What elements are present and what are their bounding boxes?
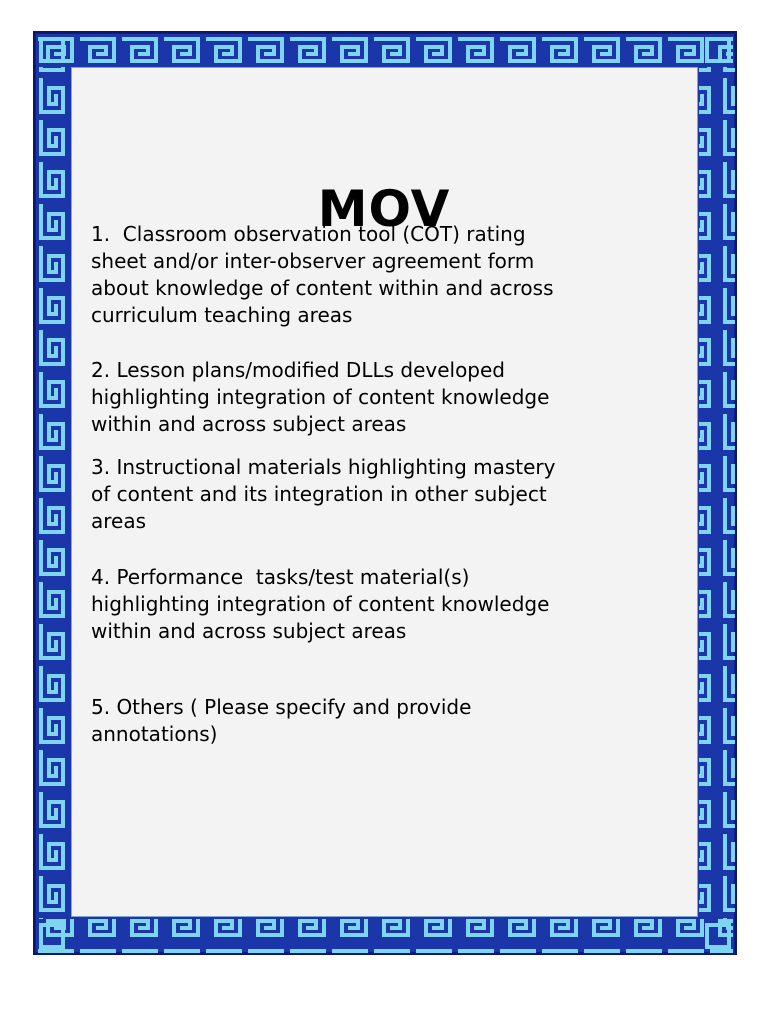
list-item: 3. Instructional materials highlighting mastery of content and its integration in other subject areas (91, 455, 556, 533)
list-item: 2. Lesson plans/modified DLLs developed highlighting integration of content knowledge within and across subject areas (91, 358, 550, 436)
list-item: 1. Classroom observation tool (COT) rating sheet and/or inter-observer agreement form about knowledge of content within and across curriculum teaching areas (91, 222, 554, 327)
list-item: 4. Performance tasks/test material(s) highlighting integration of content knowledge within and across subject areas (91, 565, 550, 643)
page-title: MOV (317, 179, 451, 238)
list-item: 5. Others ( Please specify and provide annotations) (91, 695, 472, 746)
